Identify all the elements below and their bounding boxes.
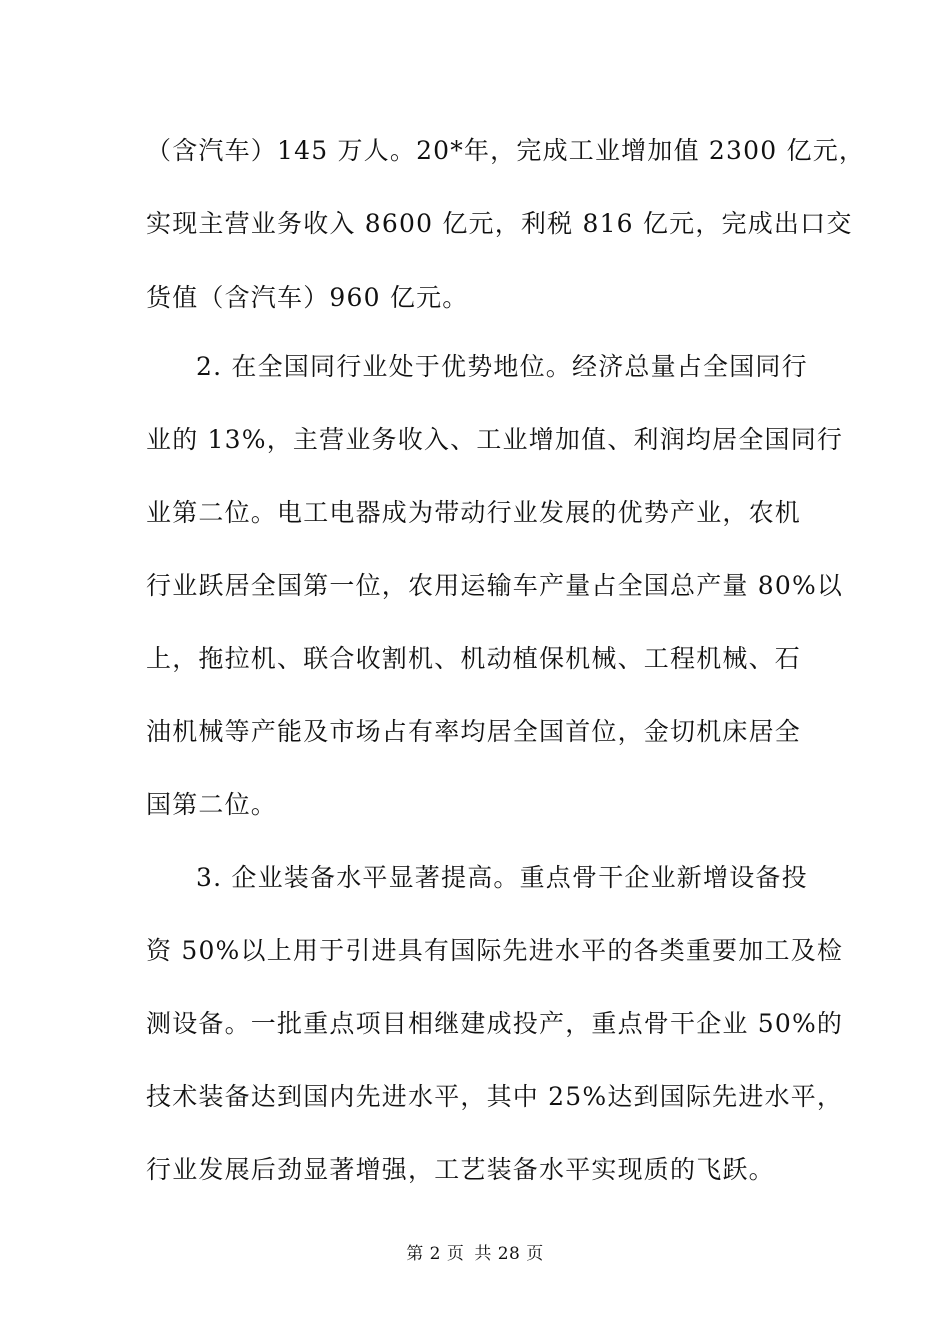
text-line-13: 测设备。一批重点项目相继建成投产，重点骨干企业 50%的 <box>146 1009 844 1038</box>
text-line-9: 油机械等产能及市场占有率均居全国首位，金切机床居全 <box>146 717 802 746</box>
text-line-11: 3. 企业装备水平显著提高。重点骨干企业新增设备投 <box>196 863 808 892</box>
page-footer <box>0 1243 950 1265</box>
text-line-1: （含汽车）145 万人。20*年，完成工业增加值 2300 亿元， <box>146 136 866 165</box>
text-line-6: 业第二位。电工电器成为带动行业发展的优势产业，农机 <box>146 498 802 527</box>
text-line-15: 行业发展后劲显著增强，工艺装备水平实现质的飞跃。 <box>146 1155 775 1184</box>
text-line-5: 业的 13%，主营业务收入、工业增加值、利润均居全国同行 <box>146 425 844 454</box>
page-total: 共 28 页 <box>474 1244 544 1264</box>
text-line-2: 实现主营业务收入 8600 亿元，利税 816 亿元，完成出口交 <box>146 209 853 238</box>
text-line-8: 上，拖拉机、联合收割机、机动植保机械、工程机械、石 <box>146 644 802 673</box>
text-line-3: 货值（含汽车）960 亿元。 <box>146 283 469 312</box>
text-line-4: 2. 在全国同行业处于优势地位。经济总量占全国同行 <box>196 352 808 381</box>
text-line-7: 行业跃居全国第一位，农用运输车产量占全国总产量 80%以 <box>146 571 844 600</box>
text-line-10: 国第二位。 <box>146 790 278 819</box>
text-line-12: 资 50%以上用于引进具有国际先进水平的各类重要加工及检 <box>146 936 844 965</box>
page-number: 第 2 页 <box>406 1244 465 1264</box>
text-line-14: 技术装备达到国内先进水平，其中 25%达到国际先进水平， <box>146 1082 844 1111</box>
